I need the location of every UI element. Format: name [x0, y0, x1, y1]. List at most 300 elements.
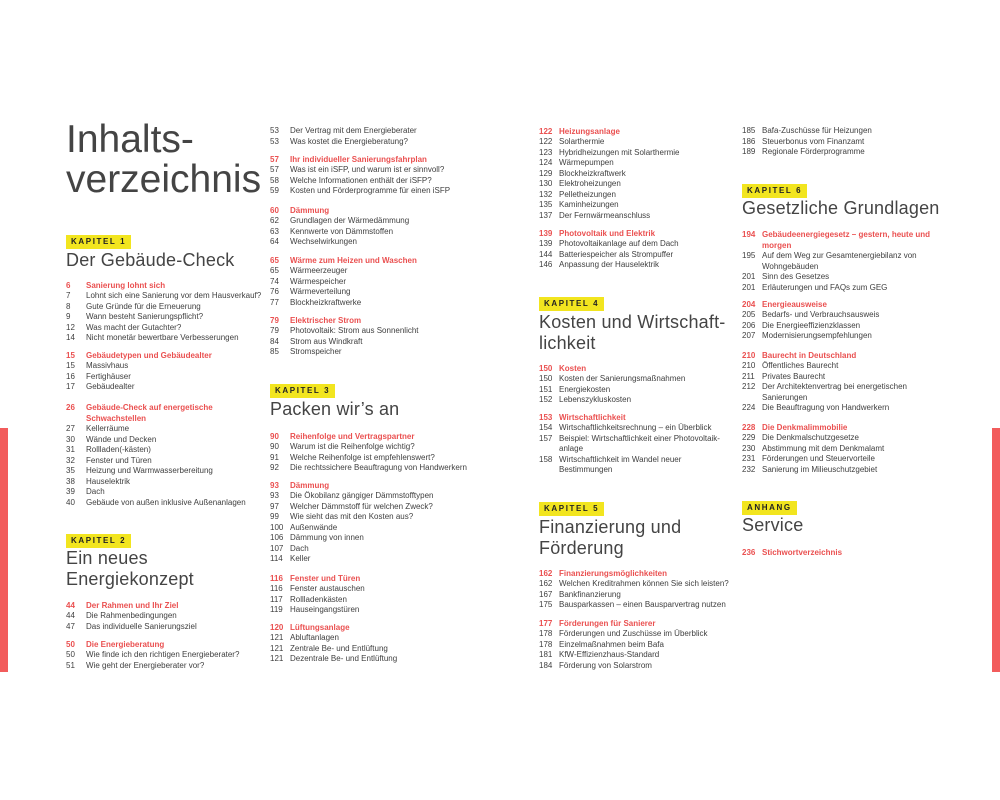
section-heading-text: Sanierung lohnt sich [86, 281, 166, 290]
entry-title: Bafa-Zuschüsse für Heizungen [762, 126, 872, 135]
chapter-title-3: Packen wir’s an [270, 399, 400, 419]
toc-entry [270, 137, 485, 148]
chapter-badge-2: KAPITEL 2 [66, 534, 131, 548]
entry-title: Bausparkassen – einen Bausparvertrag nutzen [559, 600, 726, 609]
toc-entry [270, 654, 485, 665]
entry-title: Sinn des Gesetzes [762, 272, 830, 281]
toc-entry [270, 554, 485, 565]
toc-entry [66, 487, 281, 498]
toc-entry [270, 227, 485, 238]
toc-section [66, 402, 281, 508]
entry-title: Die Rahmenbedingungen [86, 611, 177, 620]
section-heading-text: Förderungen für Sanierer [559, 619, 656, 628]
toc-section [270, 622, 485, 665]
toc-section [539, 126, 754, 221]
chapter-title-4-line-2: lichkeit [539, 333, 596, 353]
entry-page-number: 162 [539, 579, 553, 588]
entry-page-number: 181 [539, 650, 553, 659]
section-heading [66, 639, 281, 650]
chapter-badge-3: KAPITEL 3 [270, 384, 335, 398]
entry-title: Steuerbonus vom Finanzamt [762, 136, 865, 146]
toc-entry [742, 361, 957, 372]
entry-page-number: 99 [270, 512, 279, 521]
entry-page-number: 63 [270, 226, 279, 236]
section-heading [66, 350, 281, 361]
toc-entry [66, 382, 281, 393]
entry-page-number: 31 [66, 445, 75, 454]
toc-entry [270, 326, 485, 337]
entry-page-number: 97 [270, 501, 279, 511]
section-heading-text: morgen [762, 241, 792, 250]
section-heading [539, 568, 754, 579]
entry-page-number: 100 [270, 522, 284, 532]
toc-entry [66, 498, 281, 509]
toc-entry [539, 239, 754, 250]
entry-page-number: 116 [270, 584, 283, 593]
toc-entry [270, 277, 485, 288]
section-heading-text: Lüftungsanlage [290, 623, 350, 632]
toc-entry [270, 442, 485, 453]
toc-entry [270, 523, 485, 534]
toc-entry [539, 179, 754, 190]
entry-page-number: 106 [270, 533, 284, 542]
entry-page-number: 211 [742, 371, 755, 381]
entry-page-number: 74 [270, 276, 279, 286]
toc-entry [270, 186, 485, 197]
toc-entry [66, 611, 281, 622]
chapter-title-5 [539, 517, 681, 559]
entry-page-number: 130 [539, 179, 553, 188]
toc-entry [66, 372, 281, 383]
toc-entry [66, 622, 281, 633]
entry-title: Regionale Förderprogramme [762, 147, 865, 156]
entry-title: Lebenszykluskosten [559, 395, 632, 404]
entry-page-number: 224 [742, 403, 756, 412]
entry-page-number: 210 [742, 361, 756, 370]
toc-entry [270, 544, 485, 555]
section-page-number: 120 [270, 623, 284, 632]
section-page-number [66, 413, 86, 424]
entry-title: Zentrale Be- und Entlüftung [290, 643, 388, 653]
toc-entry [742, 147, 957, 158]
entry-page-number: 135 [539, 200, 553, 209]
section-heading-text: Kosten [559, 364, 587, 373]
section-heading-text: Schwachstellen [86, 414, 147, 423]
toc-entry [539, 465, 754, 476]
entry-page-number: 17 [66, 382, 75, 391]
entry-title: Keller [290, 554, 311, 563]
entry-page-number: 186 [742, 136, 756, 146]
entry-title: Förderungen und Steuervorteile [762, 454, 875, 463]
section-heading-text: Elektrischer Strom [290, 316, 362, 325]
entry-title: Dach [290, 543, 309, 553]
entry-title: Die Denkmalschutzgesetze [762, 433, 859, 442]
entry-title: Wände und Decken [86, 434, 157, 444]
toc-entry [539, 250, 754, 261]
section-page-number: 210 [742, 351, 756, 360]
entry-page-number: 121 [270, 633, 284, 642]
section-heading-text: Der Rahmen und Ihr Ziel [86, 601, 179, 610]
entry-title: Fertighäuser [86, 371, 131, 381]
section-heading [66, 402, 281, 413]
toc-entry [66, 312, 281, 323]
entry-page-number: 15 [66, 361, 75, 370]
toc-entry [539, 374, 754, 385]
entry-title: Die Energieeffizienzklassen [762, 320, 861, 330]
section-page-number: 15 [66, 351, 75, 360]
entry-page-number: 150 [539, 374, 553, 383]
toc-entry [539, 169, 754, 180]
entry-title: Wärmepumpen [559, 158, 614, 167]
toc-entry [270, 337, 485, 348]
entry-page-number: 119 [270, 605, 283, 614]
entry-title: Massivhaus [86, 361, 129, 370]
toc-entry [539, 395, 754, 406]
section-page-number: 65 [270, 256, 279, 265]
toc-entry [539, 640, 754, 651]
section-heading [539, 363, 754, 374]
section-page-number: 93 [270, 481, 279, 490]
entry-title: Kellerräume [86, 424, 130, 433]
entry-page-number: 229 [742, 433, 756, 442]
toc-entry [66, 445, 281, 456]
entry-page-number: 16 [66, 371, 75, 381]
toc-entry [66, 424, 281, 435]
entry-title: Wie sieht das mit den Kosten aus? [290, 512, 414, 521]
entry-title: Photovoltaik: Strom aus Sonnenlicht [290, 326, 419, 335]
section-heading [270, 315, 485, 326]
entry-page-number: 9 [66, 312, 71, 321]
entry-page-number: 124 [539, 158, 553, 167]
section-heading [66, 413, 281, 424]
section-page-number: 50 [66, 640, 75, 649]
entry-page-number: 205 [742, 310, 756, 319]
entry-title: Welcher Dämmstoff für welchen Zweck? [290, 501, 433, 511]
entry-title: Kosten der Sanierungsmaßnahmen [559, 374, 686, 383]
entry-page-number: 85 [270, 347, 279, 356]
toc-entry [270, 502, 485, 513]
section-heading [539, 412, 754, 423]
section-page-number: 228 [742, 423, 756, 432]
toc-entry [66, 456, 281, 467]
toc-entry [66, 291, 281, 302]
toc-section [270, 431, 485, 474]
entry-title: Was ist ein iSFP, und warum ist er sinnvoll? [290, 165, 445, 174]
toc-section [742, 299, 957, 342]
entry-page-number: 230 [742, 443, 756, 453]
toc-section [539, 618, 754, 671]
entry-title: Wirtschaftlichkeitsrechnung – ein Überblick [559, 423, 712, 432]
entry-title: Elektroheizungen [559, 179, 621, 188]
toc-entry [539, 137, 754, 148]
entry-page-number: 207 [742, 331, 756, 340]
toc-entry [539, 158, 754, 169]
entry-title: Dach [86, 487, 105, 496]
section-heading-text: Stichwortverzeichnis [762, 548, 843, 557]
entry-title: Privates Baurecht [762, 371, 826, 381]
section-heading-text: Energieausweise [762, 300, 827, 309]
entry-title: Öffentliches Baurecht [762, 361, 839, 370]
entry-title: Dämmung von innen [290, 533, 364, 542]
section-page-number: 44 [66, 601, 75, 610]
entry-title: Rollladen(-kästen) [86, 445, 151, 454]
entry-page-number: 38 [66, 476, 75, 486]
toc-section [742, 547, 957, 558]
toc-section [742, 126, 957, 158]
entry-title: Energiekosten [559, 384, 611, 394]
entry-title: Die Beauftragung von Handwerkern [762, 403, 890, 412]
toc-entry [742, 454, 957, 465]
entry-page-number: 84 [270, 336, 279, 346]
entry-title: Gebäude von außen inklusive Außenanlagen [86, 497, 246, 507]
entry-page-number: 77 [270, 297, 279, 307]
entry-title: Erläuterungen und FAQs zum GEG [762, 282, 888, 292]
entry-title: Lohnt sich eine Sanierung vor dem Hausverkauf? [86, 291, 262, 300]
entry-page-number: 53 [270, 126, 279, 135]
section-page-number: 116 [270, 574, 283, 583]
toc-entry [539, 650, 754, 661]
entry-page-number: 40 [66, 497, 75, 507]
section-heading [742, 350, 957, 361]
toc-section [742, 422, 957, 475]
section-page-number: 79 [270, 316, 279, 325]
entry-title: Heizung und Warmwasserbereitung [86, 466, 213, 475]
section-heading-text: Reihenfolge und Vertragspartner [290, 432, 415, 441]
entry-page-number: 53 [270, 136, 279, 146]
entry-title: Photovoltaikanlage auf dem Dach [559, 239, 679, 248]
entry-page-number: 123 [539, 147, 553, 157]
appendix-badge: ANHANG [742, 501, 797, 515]
entry-title: Beispiel: Wirtschaftlichkeit einer Photovoltaik- [559, 433, 720, 443]
entry-page-number: 117 [270, 594, 283, 604]
entry-title: Modernisierungsempfehlungen [762, 331, 872, 340]
entry-page-number: 39 [66, 487, 75, 496]
entry-title: Anpassung der Hauselektrik [559, 260, 660, 269]
chapter-badge-5: KAPITEL 5 [539, 502, 604, 516]
entry-title: Pelletheizungen [559, 189, 616, 199]
entry-page-number [742, 262, 762, 273]
section-heading [742, 547, 957, 558]
entry-title: Bedarfs- und Verbrauchsausweis [762, 310, 880, 319]
chapter-title-2 [66, 548, 194, 590]
toc-entry [270, 165, 485, 176]
toc-section [270, 205, 485, 248]
toc-entry [539, 600, 754, 611]
entry-title: Das individuelle Sanierungsziel [86, 621, 197, 631]
entry-title: Gute Gründe für die Erneuerung [86, 301, 201, 311]
section-heading [539, 618, 754, 629]
entry-page-number: 30 [66, 434, 75, 444]
entry-title: Welche Reihenfolge ist empfehlenswert? [290, 452, 435, 462]
section-heading [270, 154, 485, 165]
entry-page-number: 157 [539, 433, 553, 443]
toc-section [66, 600, 281, 632]
toc-entry [270, 298, 485, 309]
entry-title: Der Architektenvertrag bei energetischen [762, 382, 907, 391]
entry-title: Wirtschaftlichkeit im Wandel neuer [559, 454, 682, 464]
entry-title: Fenster austauschen [290, 584, 365, 593]
page-title-line-1: Inhalts- [66, 118, 194, 161]
toc-section [66, 639, 281, 671]
entry-title: Fenster und Türen [86, 455, 152, 465]
section-heading [742, 240, 957, 251]
toc-entry [539, 385, 754, 396]
toc-entry [270, 176, 485, 187]
entry-page-number: 90 [270, 442, 279, 451]
entry-title: Strom aus Windkraft [290, 336, 363, 346]
entry-title: Warum ist die Reihenfolge wichtig? [290, 442, 415, 451]
entry-title: Förderung von Solarstrom [559, 660, 652, 670]
section-heading [270, 205, 485, 216]
toc-entry [66, 650, 281, 661]
entry-title: Wechselwirkungen [290, 237, 357, 246]
entry-page-number [742, 393, 762, 404]
entry-title: Wie geht der Energieberater vor? [86, 660, 205, 670]
entry-title: KfW-Effizienzhaus-Standard [559, 650, 660, 659]
entry-page-number: 189 [742, 147, 756, 156]
toc-entry [742, 262, 957, 273]
section-heading-text: Baurecht in Deutschland [762, 351, 857, 360]
toc-section [66, 350, 281, 393]
entry-title: Der Vertrag mit dem Energieberater [290, 126, 417, 135]
entry-page-number: 152 [539, 395, 553, 404]
entry-page-number: 206 [742, 320, 756, 330]
entry-title: Die rechtssichere Beauftragung von Handwerkern [290, 463, 467, 472]
section-page-number: 236 [742, 548, 756, 557]
section-heading [66, 600, 281, 611]
entry-title: anlage [559, 444, 584, 453]
toc-entry [539, 190, 754, 201]
chapter-title-6: Gesetzliche Grundlagen [742, 198, 940, 218]
entry-title: Sanierung im Milieuschutzgebiet [762, 464, 878, 474]
entry-title: Grundlagen der Wärmedämmung [290, 216, 410, 225]
entry-page-number: 184 [539, 660, 553, 670]
section-page-number: 57 [270, 155, 279, 164]
toc-entry [270, 595, 485, 606]
entry-title: Welchen Kreditrahmen können Sie sich leisten? [559, 579, 729, 588]
section-page-number: 204 [742, 300, 756, 309]
entry-title: Kaminheizungen [559, 200, 619, 209]
toc-entry [742, 310, 957, 321]
entry-page-number: 27 [66, 424, 75, 433]
entry-title: Abluftanlagen [290, 633, 339, 642]
entry-title: Wärmeerzeuger [290, 266, 348, 275]
entry-page-number: 12 [66, 322, 75, 332]
entry-title: Wärmeverteilung [290, 287, 351, 296]
entry-title: Außenwände [290, 522, 338, 532]
entry-title: Kosten und Förderprogramme für einen iSFP [290, 186, 451, 195]
toc-entry [270, 216, 485, 227]
entry-page-number: 129 [539, 168, 553, 178]
section-page-number: 6 [66, 281, 71, 290]
toc-section [742, 350, 957, 414]
toc-entry [66, 466, 281, 477]
entry-page-number: 167 [539, 589, 553, 599]
section-heading [270, 480, 485, 491]
entry-title: Blockheizkraftwerk [559, 168, 626, 178]
right-edge-marker [992, 428, 1000, 672]
section-page-number: 150 [539, 364, 553, 373]
toc-entry [270, 491, 485, 502]
entry-page-number: 58 [270, 175, 279, 185]
toc-entry [270, 347, 485, 358]
entry-title: Stromspeicher [290, 347, 342, 356]
entry-page-number: 151 [539, 384, 553, 394]
toc-entry [270, 584, 485, 595]
toc-entry [742, 251, 957, 262]
toc-entry [539, 590, 754, 601]
entry-title: Batteriespeicher als Strompuffer [559, 249, 674, 259]
entry-title: Wie finde ich den richtigen Energieberater? [86, 650, 240, 659]
entry-page-number: 137 [539, 210, 553, 220]
entry-page-number: 146 [539, 260, 553, 269]
toc-entry [539, 661, 754, 672]
toc-entry [270, 237, 485, 248]
toc-entry [270, 644, 485, 655]
section-heading-text: Heizungsanlage [559, 127, 620, 136]
entry-title: Solarthermie [559, 137, 605, 146]
toc-entry [539, 260, 754, 271]
entry-page-number: 175 [539, 600, 553, 609]
toc-entry [742, 272, 957, 283]
toc-entry [66, 361, 281, 372]
entry-page-number: 93 [270, 491, 279, 500]
toc-entry [742, 444, 957, 455]
section-page-number: 162 [539, 569, 553, 578]
entry-title: Gebäudealter [86, 382, 135, 391]
section-heading-text: Wärme zum Heizen und Waschen [290, 256, 417, 265]
section-heading-text: Gebäudetypen und Gebäudealter [86, 351, 212, 360]
entry-page-number: 121 [270, 654, 284, 663]
toc-entry [270, 126, 485, 137]
entry-title: Förderungen und Zuschüsse im Überblick [559, 629, 708, 638]
toc-section [270, 126, 485, 147]
entry-title: Hauseingangstüren [290, 605, 360, 614]
entry-title: Was macht der Gutachter? [86, 322, 182, 332]
entry-title: Hauselektrik [86, 476, 131, 486]
toc-entry [270, 266, 485, 277]
entry-page-number: 114 [270, 554, 283, 563]
entry-page-number: 64 [270, 237, 279, 246]
entry-page-number: 232 [742, 464, 756, 474]
entry-page-number: 7 [66, 291, 71, 300]
chapter-title-4 [539, 312, 725, 354]
toc-section [270, 154, 485, 197]
entry-page-number: 44 [66, 611, 75, 620]
toc-entry [539, 148, 754, 159]
entry-title: Nicht monetär bewertbare Verbesserungen [86, 333, 239, 342]
section-heading-text: Gebäude-Check auf energetische [86, 403, 213, 412]
entry-page-number: 91 [270, 452, 279, 462]
toc-entry [270, 605, 485, 616]
entry-title: Wohngebäuden [762, 261, 819, 271]
entry-title: Auf dem Weg zur Gesamtenergiebilanz von [762, 251, 917, 260]
toc-section [270, 255, 485, 308]
entry-page-number: 79 [270, 326, 279, 335]
entry-page-number: 231 [742, 454, 756, 463]
section-page-number: 194 [742, 230, 756, 239]
section-heading-text: Fenster und Türen [290, 574, 361, 583]
section-page-number: 177 [539, 619, 553, 628]
entry-title: Kennwerte von Dämmstoffen [290, 226, 394, 236]
section-heading-text: Die Denkmalimmobilie [762, 423, 848, 432]
entry-page-number [539, 465, 559, 476]
toc-entry [270, 633, 485, 644]
toc-section [270, 573, 485, 616]
entry-title: Wärmespeicher [290, 276, 347, 286]
toc-entry [66, 323, 281, 334]
section-heading-text: Wirtschaftlichkeit [559, 413, 626, 422]
